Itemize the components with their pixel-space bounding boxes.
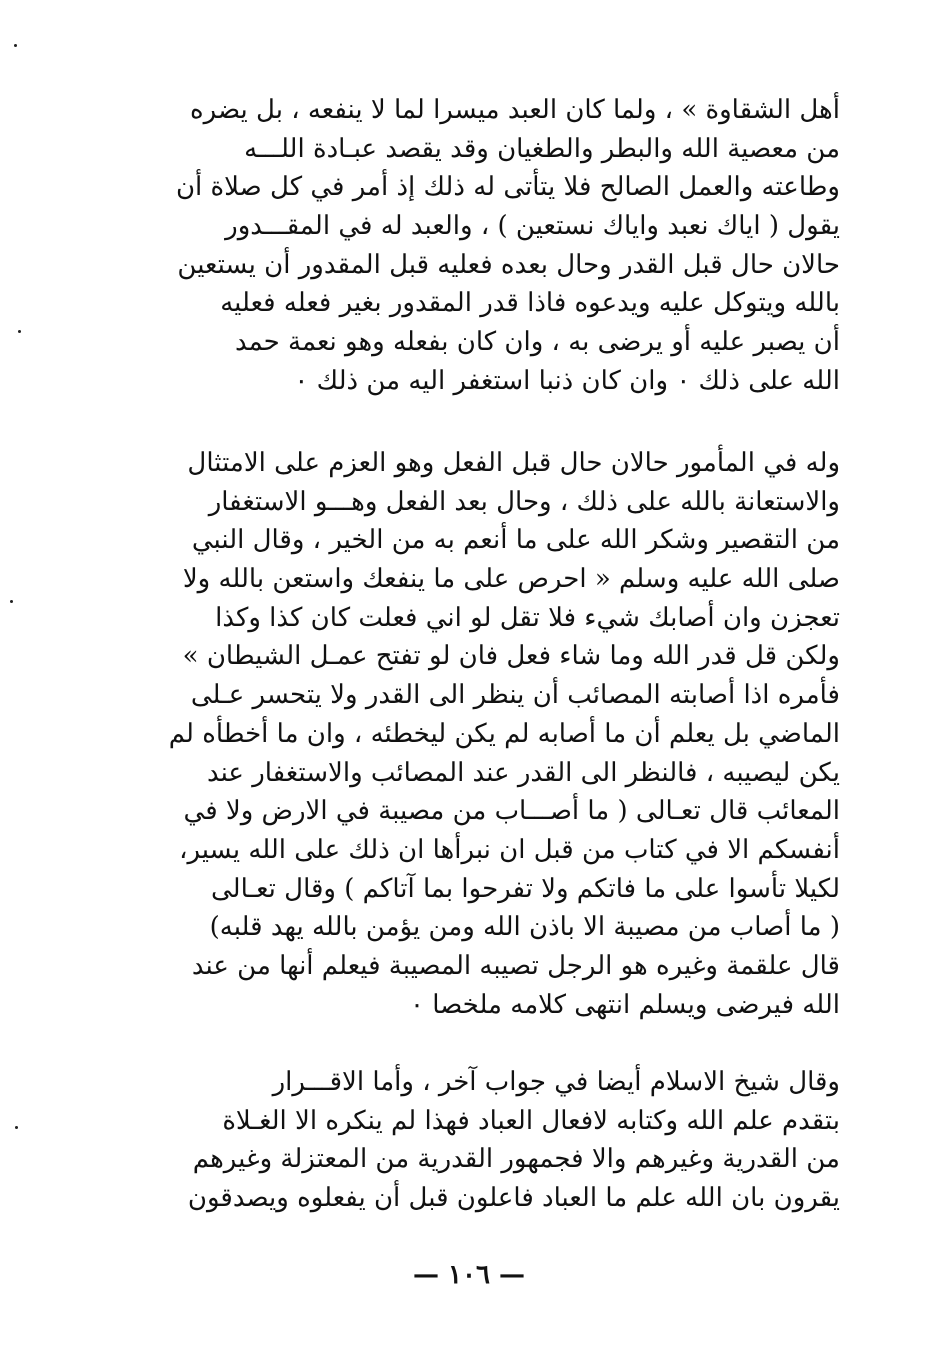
text-line: من القدرية وغيرهم والا فجمهور القدرية من المعتزلة وغيرهم bbox=[192, 1144, 840, 1175]
text-line: وقال شيخ الاسلام أيضا في جواب آخر ، وأما الاقـــرار bbox=[272, 1067, 840, 1097]
scan-speck bbox=[14, 44, 17, 47]
text-line: أهل الشقاوة » ، ولما كان العبد ميسرا لما لا ينفعه ، بل يضره bbox=[190, 95, 840, 125]
text-line: تعجزن وان أصابك شيء فلا تقل لو اني فعلت كان كذا وكذا bbox=[215, 602, 840, 633]
scan-speck bbox=[18, 330, 21, 333]
text-line: وله في المأمور حالان حال قبل الفعل وهو العزم على الامتثال bbox=[187, 448, 840, 478]
text-line: بالله ويتوكل عليه ويدعوه فاذا قدر المقدور بغير فعله فعليه bbox=[220, 288, 840, 319]
paragraph-3 bbox=[78, 1063, 840, 1218]
text-line: صلى الله عليه وسلم « احرص على ما ينفعك واستعن بالله ولا bbox=[182, 564, 840, 595]
text-line: أن يصبر عليه أو يرضى به ، وان كان بفعله وهو نعمة حمد bbox=[235, 327, 840, 358]
text-line: ولكن قل قدر الله وما شاء فعل فان لو تفتح عمـل الشيطان » bbox=[182, 641, 840, 672]
text-line: الله على ذلك ٠ وان كان ذنبا استغفر اليه من ذلك ٠ bbox=[294, 365, 840, 396]
scan-speck bbox=[15, 1126, 18, 1129]
text-line: يقرون بان الله علم ما العباد فاعلون قبل أن يفعلوه ويصدقون bbox=[187, 1183, 840, 1214]
text-line: والاستعانة بالله على ذلك ، وحال بعد الفعل وهـــو الاستغفار bbox=[208, 486, 840, 517]
text-line: وطاعته والعمل الصالح فلا يتأتى له ذلك إذ أمر في كل صلاة أن bbox=[175, 172, 840, 203]
text-line: الله فيرضى ويسلم انتهى كلامه ملخصا ٠ bbox=[409, 989, 840, 1020]
paragraph-1 bbox=[78, 91, 840, 401]
scan-speck bbox=[10, 600, 13, 603]
text-line: ( ما أصاب من مصيبة الا باذن الله ومن يؤمن بالله يهد قلبه) bbox=[209, 912, 840, 943]
text-line: قال علقمة وغيره هو الرجل تصيبه المصيبة فيعلم أنها من عند bbox=[191, 950, 840, 981]
text-line: المعائب قال تعـالى ( ما أصـــاب من مصيبة في الارض ولا في bbox=[183, 796, 840, 827]
text-line: بتقدم علم الله وكتابه لافعال العباد فهذا لم ينكره الا الغـلاة bbox=[222, 1105, 840, 1136]
text-line: من معصية الله والبطر والطغيان وقد يقصد عبـادة اللـــه bbox=[244, 133, 840, 164]
text-line: أنفسكم الا في كتاب من قبل ان نبرأها ان ذلك على الله يسير، bbox=[179, 834, 840, 865]
text-line: حالان حال قبل القدر وحال بعده فعليه قبل المقدور أن يستعين bbox=[177, 249, 840, 280]
text-line: فأمره اذا أصابته المصائب أن ينظر الى القدر ولا يتحسر عـلى bbox=[190, 680, 840, 711]
page-number: — ١٠٦ — bbox=[412, 1260, 526, 1290]
text-line: يكن ليصيبه ، فالنظر الى القدر عند المصائب والاستغفار عند bbox=[206, 757, 840, 788]
text-line: من التقصير وشكر الله على ما أنعم به من الخير ، وقال النبي bbox=[191, 525, 840, 556]
paragraph-2 bbox=[78, 444, 840, 1024]
text-line: لكيلا تأسوا على ما فاتكم ولا تفرحوا بما آتاكم ) وقال تعـالى bbox=[211, 873, 840, 904]
text-line: الماضي بل يعلم أن ما أصابه لم يكن ليخطئه ، وان ما أخطأه لم bbox=[168, 718, 840, 749]
text-line: يقول ( اياك نعبد واياك نستعين ) ، والعبد له في المقـــدور bbox=[225, 211, 840, 242]
